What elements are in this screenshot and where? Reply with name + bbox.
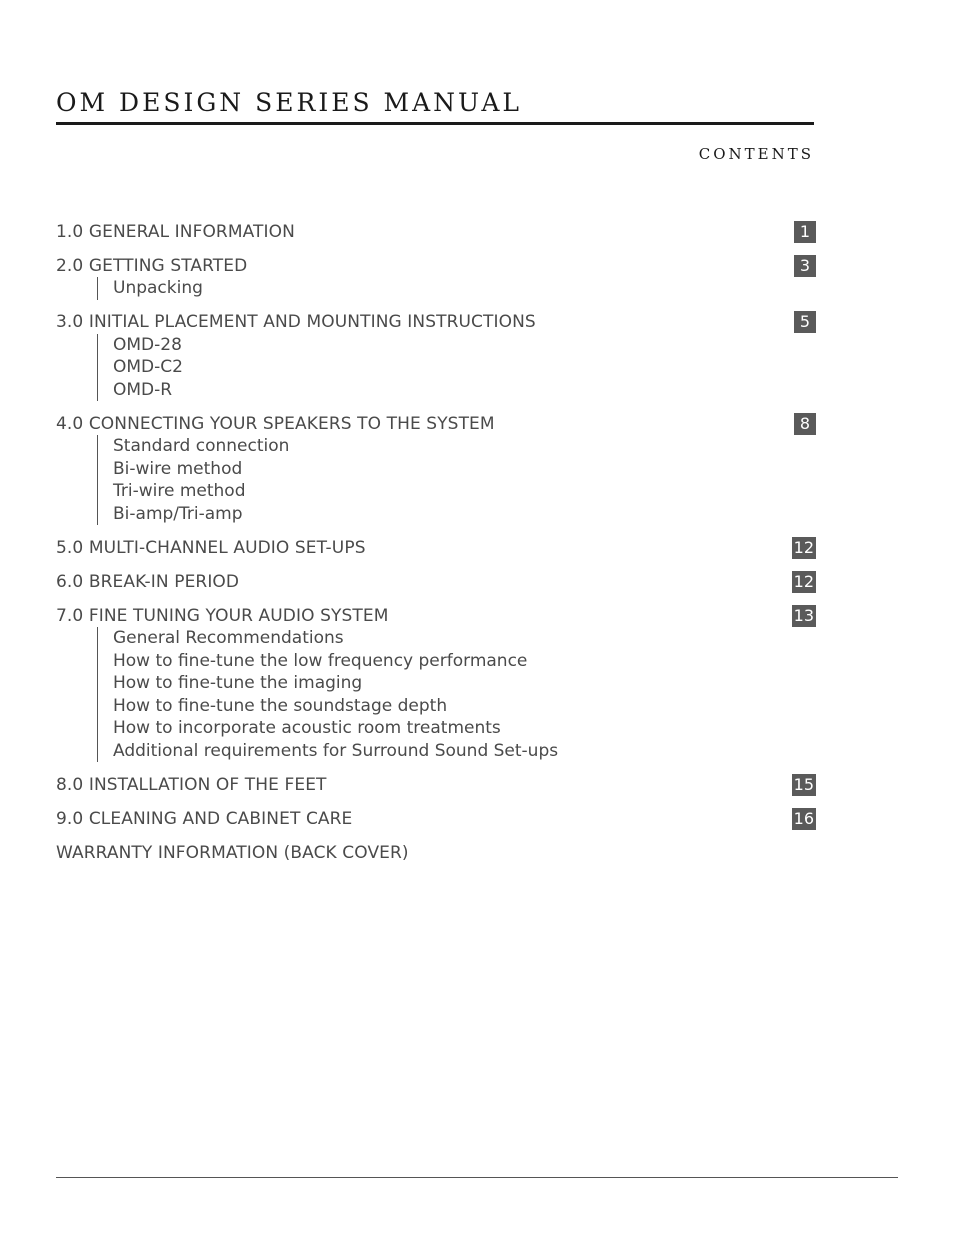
toc-entry-row	[56, 412, 816, 435]
page-title: OM DESIGN SERIES MANUAL	[56, 88, 523, 117]
page-number-badge: 1	[794, 221, 816, 243]
page-number-badge: 16	[793, 808, 814, 828]
toc-entry-title: 9.0 CLEANING AND CABINET CARE	[56, 808, 353, 829]
toc-entry	[56, 773, 816, 796]
toc-entry	[56, 412, 816, 525]
toc-entry-title: 2.0 GETTING STARTED	[56, 255, 248, 276]
toc-entry	[56, 311, 816, 402]
toc-subsection-item: How to incorporate acoustic room treatments	[113, 718, 501, 738]
toc-entry-title: 7.0 FINE TUNING YOUR AUDIO SYSTEM	[56, 605, 389, 626]
toc-entry-title: WARRANTY INFORMATION (BACK COVER)	[56, 842, 409, 863]
toc-entry	[56, 254, 816, 300]
table-of-contents	[56, 220, 816, 875]
toc-entry-row	[56, 604, 816, 627]
toc-subsection-item: OMD-C2	[113, 357, 183, 377]
toc-subsection-item: General Recommendations	[113, 628, 344, 648]
toc-entry-title: 1.0 GENERAL INFORMATION	[56, 221, 295, 242]
toc-subsection-item: How to fine-tune the low frequency performance	[113, 650, 528, 671]
toc-entry-row	[56, 311, 816, 334]
toc-subsection-item: Additional requirements for Surround Sound Set-ups	[113, 740, 559, 761]
toc-entry-row	[56, 841, 816, 864]
toc-subsection-item: OMD-28	[113, 334, 182, 355]
toc-subsection-item: How to fine-tune the imaging	[113, 673, 363, 693]
toc-subsection-item: OMD-R	[113, 379, 173, 400]
toc-entry-title: 6.0 BREAK-IN PERIOD	[56, 571, 240, 592]
toc-subsection-list	[97, 334, 816, 402]
toc-entry-title: 3.0 INITIAL PLACEMENT AND MOUNTING INSTRUCTIONS	[56, 312, 536, 332]
toc-entry	[56, 604, 816, 762]
toc-entry-row	[56, 220, 816, 243]
toc-subsection-list	[97, 627, 816, 762]
toc-subsection-item: Bi-amp/Tri-amp	[113, 503, 243, 524]
toc-entry-row	[56, 536, 816, 559]
page-number-badge: 8	[794, 413, 816, 435]
page-number-badge: 12	[793, 571, 814, 591]
toc-subsection-item: Bi-wire method	[113, 458, 243, 479]
toc-subsection-item: Unpacking	[113, 278, 203, 298]
toc-entry-row	[56, 807, 816, 830]
toc-subsection-list	[97, 435, 816, 525]
header-divider	[56, 122, 814, 125]
toc-entry-row	[56, 773, 816, 796]
toc-subsection-item: How to fine-tune the soundstage depth	[113, 695, 448, 716]
toc-entry-title: 4.0 CONNECTING YOUR SPEAKERS TO THE SYSTEM	[56, 413, 495, 434]
toc-entry-row	[56, 570, 816, 593]
footer-divider	[56, 1177, 898, 1178]
toc-entry-title: 8.0 INSTALLATION OF THE FEET	[56, 774, 327, 795]
toc-entry-title: 5.0 MULTI-CHANNEL AUDIO SET-UPS	[56, 537, 366, 558]
section-label: CONTENTS	[698, 145, 814, 163]
page-number-badge: 15	[793, 774, 814, 794]
page-number-badge: 5	[794, 311, 816, 333]
toc-subsection-list	[97, 277, 816, 300]
toc-entry	[56, 807, 816, 830]
toc-entry	[56, 570, 816, 593]
page-number-badge: 12	[793, 537, 814, 557]
toc-entry-row	[56, 254, 816, 277]
page-number-badge: 3	[794, 255, 816, 277]
toc-subsection-item: Standard connection	[113, 436, 290, 456]
toc-subsection-item: Tri-wire method	[113, 481, 246, 501]
toc-entry	[56, 841, 816, 864]
toc-entry	[56, 220, 816, 243]
toc-entry	[56, 536, 816, 559]
page-number-badge: 13	[793, 605, 814, 625]
